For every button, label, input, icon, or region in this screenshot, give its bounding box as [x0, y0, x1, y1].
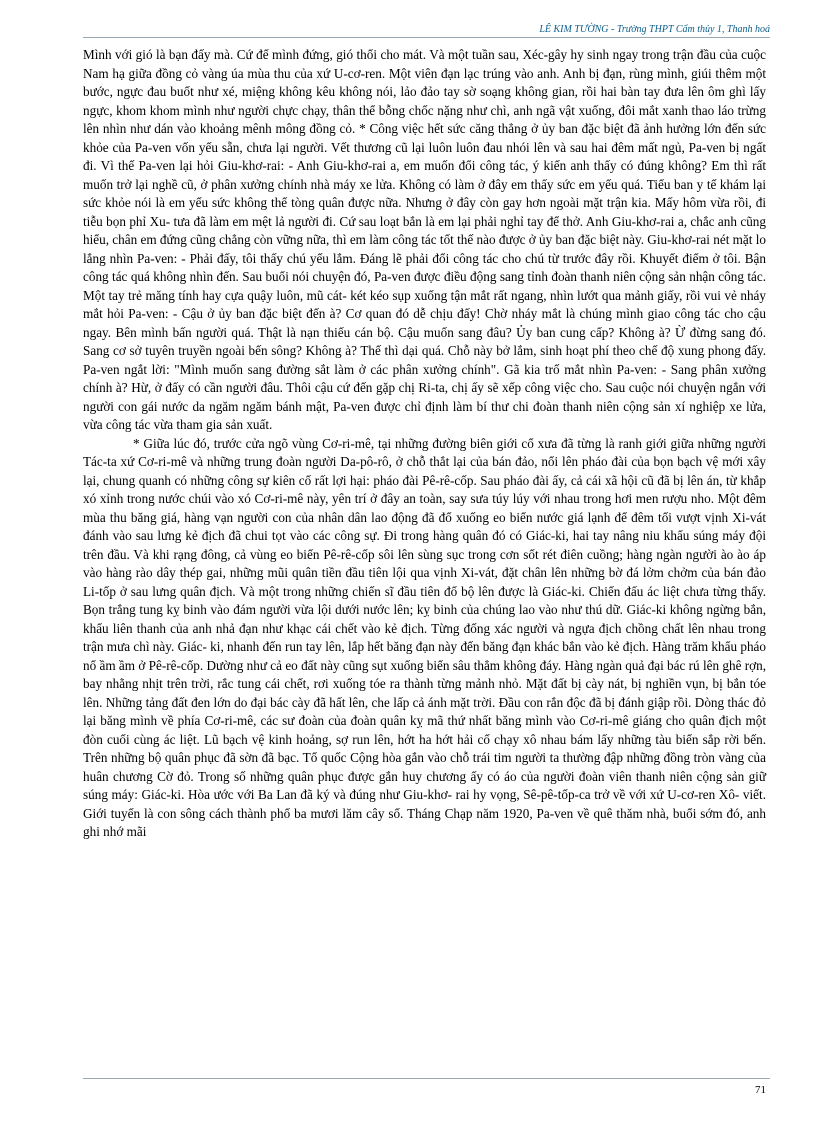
- page-number: 71: [755, 1084, 766, 1096]
- running-header: LÊ KIM TƯỜNG - Trường THPT Cẩm thủy 1, Thanh hoá: [83, 24, 770, 38]
- footer-rule: [83, 1078, 770, 1079]
- paragraph-1: Mình với gió là bạn đấy mà. Cứ để mình đứng, gió thổi cho mát. Và một tuần sau, Xéc-gây hy sinh ngay trong trận đầu của cuộc Nam hạ giữa đồng cỏ vàng úa mùa thu của xứ U-cơ-ren. Một viên đạn lạc trúng vào anh. Anh bị đạn, rùng mình, giúi thêm một bước, ngực đau buốt như xé, miệng không kêu không nói, lảo đảo tay sờ soạng không gian, rồi hai bàn tay đưa lên ôm ghì lấy ngực, khom khom mình như người chực chạy, thân thể bỗng chốc nặng như chì, anh ngã vật xuống, đôi mắt xanh thao láo trừng lên nhìn như dán vào khoảng mênh mông đồng cỏ. * Công việc hết sức căng thẳng ở ủy ban đặc biệt đã ảnh hưởng lớn đến sức khỏe của Pa-ven vốn yếu sẵn, chưa lại người. Vết thương cũ lại luôn luôn đau nhói lên và sau hai đêm mất ngủ, Pa-ven bị ngất đi. Vì thế Pa-ven lại hỏi Giu-khơ-rai: - Anh Giu-khơ-rai a, em muốn đổi công tác, ý kiến anh thấy có đúng không? Em thì rất muốn trở lại nghề cũ, ở phân xưởng chính nhà máy xe lửa. Không có làm ở đây em thấy sức em yếu quá. Tiểu ban y tế khám lại sức khỏe nói là em yếu sức không thể tòng quân được nữa. Nhưng ở đây còn gay hơn ngoài mặt trận kia. Mấy hôm vừa rồi, đi tiễu bọn phỉ Xu- tưa đã làm em mệt lả người đi. Cứ sau loạt bắn là em lại phải nghỉ tay để thở. Anh Giu-khơ-rai a, chắc anh cũng hiểu, chân em đứng cũng chẳng còn vững nữa, thì em làm công tác tốt thế nào được ở ủy ban đặc biệt này. Giu-khơ-rai nét mặt lo lắng nhìn Pa-ven: - Phải đấy, tôi thấy chú yếu lắm. Đáng lẽ phải đổi công tác cho chú từ trước đây rồi. Khuyết điểm ở tôi. Bận công tác quá không nhìn đến. Sau buổi nói chuyện đó, Pa-ven được điều động sang tỉnh đoàn thanh niên cộng sản nhận công tác. Một tay trẻ măng tính hay cựa quậy luôn, mũ cát- két kéo sụp xuống tận mắt rất ngang, nhìn lướt qua mảnh giấy, rồi vui vẻ nháy mắt hỏi Pa-ven: - Cậu ở ủy ban đặc biệt đến à? Cơ quan đó dễ chịu đấy! Chờ nháy mắt là chúng mình giao công tác cho cậu ngay. Bên mình bấn người quá. Thật là nạn thiếu cán bộ. Cậu muốn sang đâu? Ủy ban cung cấp? Không à? Ừ đừng sang đó. Sang cơ sở tuyên truyền ngoài bến sông? Không à? Thế thì dại quá. Chỗ này bở lắm, sinh hoạt phí theo chế độ xung phong đấy. Pa-ven ngắt lời: "Mình muốn sang đường sắt làm ở các phân xưởng chính". Gã kia trố mắt nhìn Pa-ven: - Sang phân xưởng chính à? Hừ, ở đấy có cần người đâu. Thôi cậu cứ đến gặp chị Ri-ta, chị ấy sẽ xếp công việc cho. Sau cuộc nói chuyện ngắn với người con gái nước da ngăm ngăm bánh mật, Pa-ven được chỉ định làm bí thư chi đoàn thanh niên cộng sản xí nghiệp xe lửa, vừa công tác vừa tham gia sản xuất.: [83, 47, 766, 432]
- body-text: [83, 46, 766, 842]
- paragraph-2: * Giữa lúc đó, trước cửa ngõ vùng Cơ-ri-mê, tại những đường biên giới cổ xưa đã từng là ranh giới giữa những người Tác-ta xứ Cơ-ri-mê và những trung đoàn người Da-pô-rô, ở chỗ thắt lại của bán đảo, nổi lên pháo đài của bọn bạch vệ mới xây lại, chung quanh có những công sự kiên cố rất lợi hại: pháo đài Pê-rê-cốp. Sau pháo đài ấy, cả cái xã hội cũ đã bị lên án, từ khắp xó xỉnh trong nước chúi vào xó Cơ-ri-mê này, yên trí ở đây an toàn, say sưa túy lúy với nhau trong hơi men rượu nho. Một đêm mùa thu băng giá, hàng vạn người con của nhân dân lao động đã đổ xuống eo biển nước giá lạnh để đêm tối vượt vịnh Xi-vát đánh vào sau lưng kẻ địch đã chui tọt vào các công sự. Đi trong hàng quân đó có Giác-ki, hai tay nâng niu khẩu súng máy đội trên đầu. Và khi rạng đông, cả vùng eo biển Pê-rê-cốp sôi lên sùng sục trong cơn sốt rét điên cuồng; hàng ngàn người ào ào áp vào hàng rào dây thép gai, những mũi quân tiền đầu tiên lội qua vịnh Xi-vát, đặt chân lên những bờ đá lởm chởm của bán đảo Li-tốp ở sau lưng quân địch. Và một trong những chiến sĩ đầu tiên đổ bộ lên được là Giác-ki. Chiến đấu ác liệt chưa từng thấy. Bọn trắng tung kỵ binh vào đám người vừa lội dưới nước lên; kỵ binh của chúng lao vào như thú dữ. Giác-ki không ngừng bắn, khẩu liên thanh của anh nhả đạn như khạc cái chết vào kẻ địch. Từng đống xác người và ngựa địch chồng chất lên nhau trong trận mưa chì này. Giác- ki, nhanh đến run tay lên, lắp hết băng đạn này đến băng đạn khác bắn vào kẻ địch. Hàng trăm khẩu pháo nổ ầm ầm ở Pê-rê-cốp. Dường như cả eo đất này cũng sụt xuống biển sâu thẳm không đáy. Hàng ngàn quả đại bác rú lên ghê rợn, bay nhằng nhịt trên trời, rắc tung cái chết, rơi xuống tóe ra thành từng mảnh nhỏ. Mặt đất bị cày nát, bị nghiền vụn, bị bắn tóe lên. Những tảng đất đen lớn do đại bác cày đã hất lên, che lấp cả ánh mặt trời. Đầu con rắn độc đã bị đánh giập rồi. Dòng thác đỏ lại băng mình về phía Cơ-ri-mê, các sư đoàn của đoàn quân kỵ mã thứ nhất băng mình vào Cơ-ri-mê giáng cho quân địch một đòn cuối cùng ác liệt. Lũ bạch vệ kinh hoảng, sợ run lên, hớt ha hớt hải cố chạy xô nhau bám lấy những tàu biển sắp rời bến. Trên những bộ quân phục đã sờn đã bạc. Tổ quốc Cộng hòa gắn vào chỗ trái tim người ta thường đập những đồng tròn vàng của huân chương Cờ đỏ. Trong số những quân phục được gắn huy chương ấy có áo của người đoàn viên thanh niên cộng sản giữ súng máy: Giác-ki. Hòa ước với Ba Lan đã ký và đúng như Giu-khơ- rai hy vọng, Sê-pê-tốp-ca trở về với xứ U-cơ-ren Xô- viết. Giới tuyến là con sông cách thành phố ba mươi lăm cây số. Tháng Chạp năm 1920, Pa-ven về quê thăm nhà, buổi sớm đó, anh ghi nhớ mãi: [83, 435, 766, 839]
